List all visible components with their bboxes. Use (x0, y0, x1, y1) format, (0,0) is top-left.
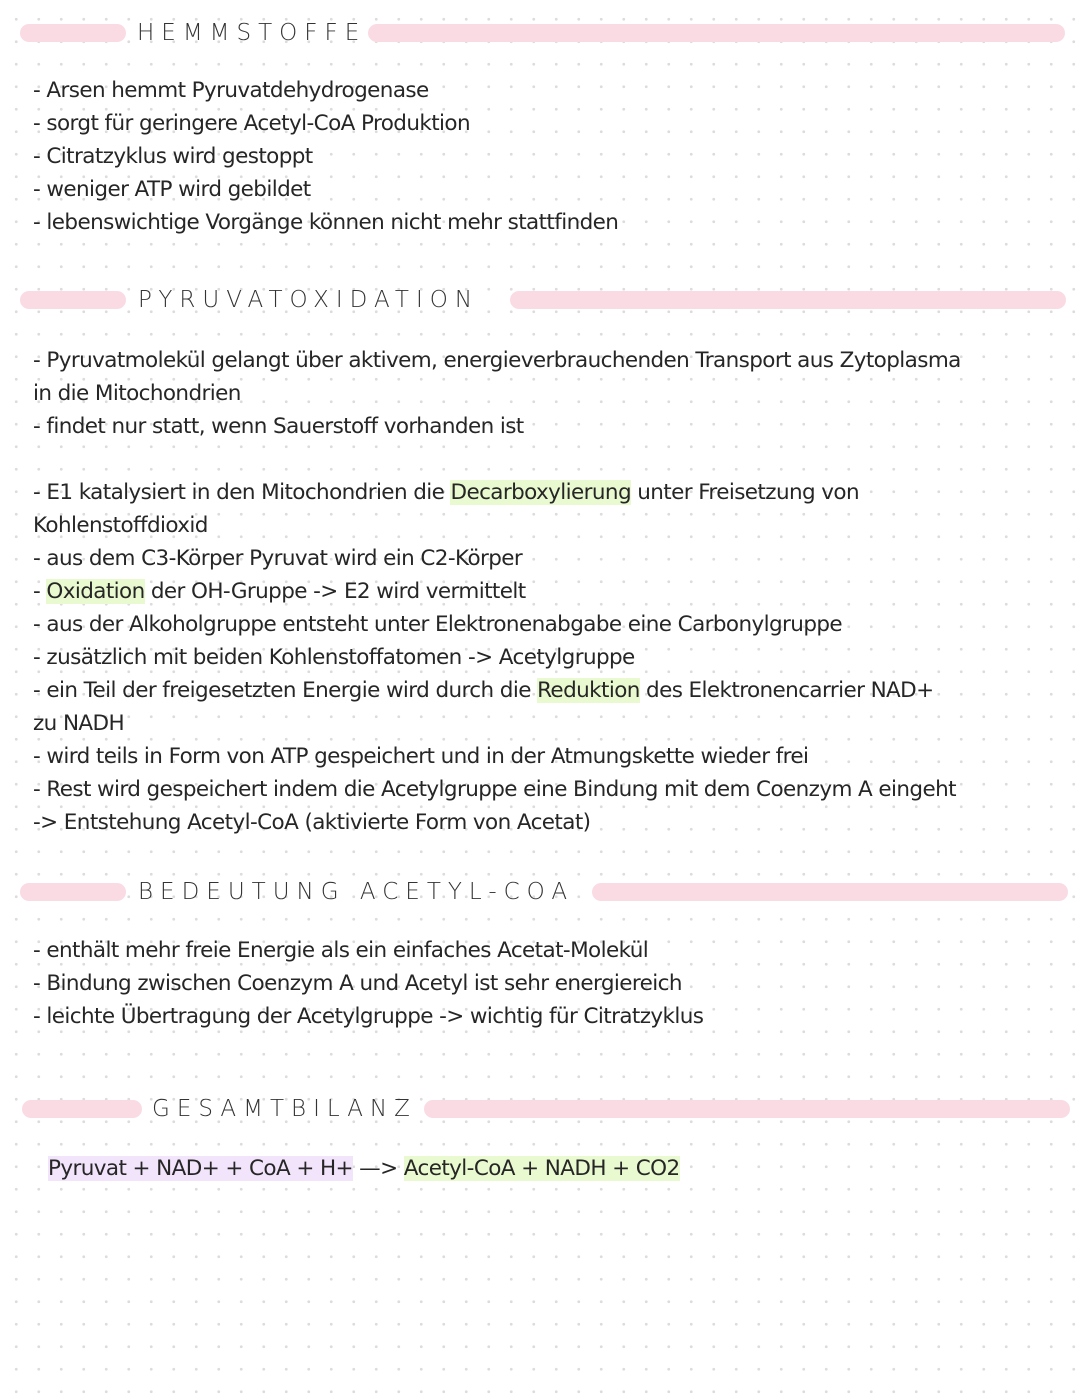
list-item (33, 674, 1033, 707)
heading-bar-left (20, 24, 126, 42)
list-item: - Citratzyklus wird gestoppt (33, 144, 313, 169)
list-item: - Rest wird gespeichert indem die Acetylgruppe eine Bindung mit dem Coenzym A eingeht (33, 777, 956, 802)
hemmstoffe-list (33, 74, 1033, 239)
heading-gesamtbilanz-title: GESAMTBILANZ (152, 1096, 417, 1122)
list-item: - enthält mehr freie Energie als ein einfaches Acetat-Molekül (33, 938, 649, 963)
reaction-arrow: —> (352, 1156, 404, 1181)
section-pyruvatoxidation (0, 284, 1080, 835)
heading-bar-right (592, 883, 1068, 901)
equation-products: Acetyl-CoA + NADH + CO2 (403, 1156, 680, 1181)
pyruvatoxidation-intro (33, 344, 1033, 443)
heading-bedeutung-title: BEDEUTUNG ACETYL-COA (138, 879, 575, 905)
heading-bar-left (22, 1100, 142, 1118)
heading-bedeutung (0, 876, 1080, 908)
text-segment: des Elektronencarrier NAD+ (639, 678, 934, 703)
text-segment: unter Freisetzung von (631, 480, 859, 505)
heading-bar-left (20, 883, 126, 901)
heading-gesamtbilanz (0, 1093, 1080, 1125)
list-item: - Arsen hemmt Pyruvatdehydrogenase (33, 78, 429, 103)
list-item: - sorgt für geringere Acetyl-CoA Produktion (33, 111, 470, 136)
list-item: - Bindung zwischen Coenzym A und Acetyl ist sehr energiereich (33, 971, 682, 996)
heading-bar-right (510, 291, 1066, 309)
list-item: - wird teils in Form von ATP gespeichert und in der Atmungskette wieder frei (33, 744, 809, 769)
highlight-reduktion: Reduktion (537, 678, 640, 703)
section-bedeutung (0, 876, 1080, 1029)
bedeutung-list (33, 934, 1033, 1033)
gesamtbilanz-equation (48, 1152, 1048, 1185)
heading-hemmstoffe-title: HEMMSTOFFE (137, 20, 367, 46)
list-item: - weniger ATP wird gebildet (33, 177, 311, 202)
list-item: - aus dem C3-Körper Pyruvat wird ein C2-Körper (33, 546, 523, 571)
equation-reactants: Pyruvat + NAD+ + CoA + H+ (48, 1156, 353, 1181)
list-item: - aus der Alkoholgruppe entsteht unter Elektronenabgabe eine Carbonylgruppe (33, 612, 843, 637)
highlight-oxidation: Oxidation (46, 579, 145, 604)
list-item: - leichte Übertragung der Acetylgruppe -> wichtig für Citratzyklus (33, 1004, 704, 1029)
heading-hemmstoffe (0, 17, 1080, 49)
text-segment: - ein Teil der freigesetzten Energie wird durch die (33, 678, 538, 703)
reaction-equation (48, 1152, 1048, 1185)
section-gesamtbilanz (0, 1093, 1080, 1181)
list-item: Kohlenstoffdioxid (33, 513, 208, 538)
section-hemmstoffe (0, 17, 1080, 235)
text-segment: der OH-Gruppe -> E2 wird vermittelt (144, 579, 526, 604)
list-item: - Pyruvatmolekül gelangt über aktivem, energieverbrauchenden Transport aus Zytoplasma (33, 348, 961, 373)
list-item: zu NADH (33, 711, 125, 736)
list-item: in die Mitochondrien (33, 381, 241, 406)
list-item: - lebenswichtige Vorgänge können nicht mehr stattfinden (33, 210, 619, 235)
list-item: - zusätzlich mit beiden Kohlenstoffatomen -> Acetylgruppe (33, 645, 635, 670)
list-item (33, 575, 1033, 608)
text-segment: - E1 katalysiert in den Mitochondrien die (33, 480, 451, 505)
text-segment: - (33, 579, 47, 604)
pyruvatoxidation-steps (33, 476, 1033, 839)
heading-pyruvatoxidation (0, 284, 1080, 316)
heading-pyruvatoxidation-title: PYRUVATOXIDATION (138, 287, 480, 313)
list-item: -> Entstehung Acetyl-CoA (aktivierte Form von Acetat) (33, 810, 591, 835)
heading-bar-left (20, 291, 126, 309)
heading-bar-right (368, 24, 1065, 42)
heading-bar-right (424, 1100, 1070, 1118)
list-item: - findet nur statt, wenn Sauerstoff vorhanden ist (33, 414, 524, 439)
highlight-decarboxylierung: Decarboxylierung (450, 480, 632, 505)
list-item (33, 476, 1033, 509)
